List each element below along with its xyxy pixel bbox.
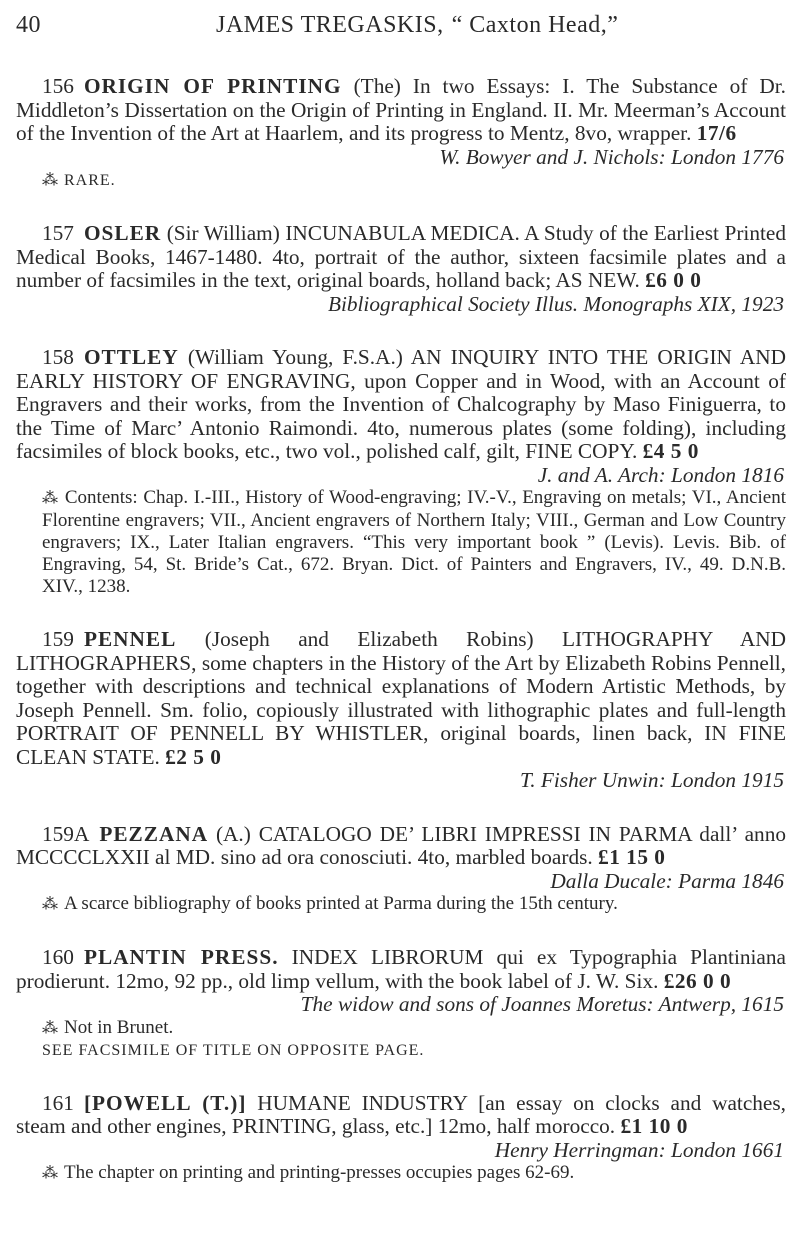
entry-price: 17/6 xyxy=(696,121,737,145)
asterism: ⁂ xyxy=(42,490,59,507)
entry-body: INDEX LIBRORUM qui ex Typographia Plantiniana prodierunt. 12mo, 92 pp., old limp vellum, with the book label of J. W. Six. xyxy=(16,945,786,993)
entry-number: 157 xyxy=(42,221,74,245)
entry-number: 158 xyxy=(42,345,74,369)
entry-note xyxy=(16,487,786,598)
catalogue-entry xyxy=(16,346,786,598)
catalogue-entry xyxy=(16,1092,786,1186)
entry-heading: PENNEL xyxy=(83,627,177,651)
entry-imprint: Bibliographical Society Illus. Monographs XIX, 1923 xyxy=(327,291,784,316)
entry-imprint: J. and A. Arch: London 1816 xyxy=(537,462,784,487)
entry-body: (A.) CATALOGO DE’ LIBRI IMPRESSI IN PARMA dall’ anno MCCCCLXXII al MD. sino ad ora conosciuti. 4to, marbled boards. xyxy=(16,821,787,869)
entry-number: 159A xyxy=(42,821,90,846)
entry-imprint: T. Fisher Unwin: London 1915 xyxy=(519,768,784,792)
entry-price: £6 0 0 xyxy=(645,268,702,292)
entry-imprint: The widow and sons of Joannes Moretus: Antwerp, 1615 xyxy=(300,992,784,1016)
entry-body: (Joseph and Elizabeth Robins) LITHOGRAPHY AND LITHOGRAPHERS, some chapters in the History of the Art by Elizabeth Robins Pennell, together with descriptions and technical explanations of Modern Artistic Methods, by Joseph Pennell. Sm. folio, copiously illustrated with lithographic plates and full-length PORTRAIT OF PENNELL BY WHISTLER, original boards, linen back, IN FINE CLEAN STATE. xyxy=(16,627,786,769)
entry-imprint: W. Bowyer and J. Nichols: London 1776 xyxy=(439,144,784,169)
entry-heading: PEZZANA xyxy=(99,821,209,846)
entry-price: £1 15 0 xyxy=(598,845,666,869)
entry-heading: OTTLEY xyxy=(83,345,179,369)
note-text: RARE. xyxy=(64,172,116,189)
catalogue-entry xyxy=(16,75,786,192)
running-subtitle: “ Caxton Head,” xyxy=(451,12,619,38)
entry-note xyxy=(16,169,786,192)
page-number: 40 xyxy=(16,12,41,38)
running-title: JAMES TREGASKIS, xyxy=(216,12,444,38)
entry-heading: OSLER xyxy=(83,221,162,245)
facsimile-note: SEE FACSIMILE OF TITLE ON OPPOSITE PAGE. xyxy=(42,1041,425,1059)
entry-price: £1 10 0 xyxy=(620,1114,688,1138)
entry-note xyxy=(16,1017,786,1040)
catalogue-entry xyxy=(16,823,786,917)
entry-price: £2 5 0 xyxy=(165,744,222,769)
entry-number: 161 xyxy=(42,1090,74,1115)
asterism: ⁂ xyxy=(42,1019,58,1037)
note-text: A scarce bibliography of books printed at Parma during the 15th century. xyxy=(64,893,618,914)
note-text: The chapter on printing and printing-presses occupies pages 62-69. xyxy=(64,1162,575,1183)
catalogue-entry xyxy=(16,628,786,793)
catalogue-entry xyxy=(16,222,786,316)
catalogue-entry xyxy=(16,946,786,1062)
note-text: Not in Brunet. xyxy=(64,1016,174,1038)
running-head xyxy=(16,12,786,48)
entry-number: 156 xyxy=(42,74,74,98)
entry-body: (Sir William) INCUNABULA MEDICA. A Study of the Earliest Printed Medical Books, 1467-1480. 4to, portrait of the author, sixteen facsimile plates and a number of facsimiles in the text, original boards, holland back; AS NEW. xyxy=(16,221,786,292)
entry-price: £26 0 0 xyxy=(663,968,732,993)
entry-heading: ORIGIN OF PRINTING xyxy=(83,74,342,98)
asterism: ⁂ xyxy=(42,172,58,189)
entry-body: HUMANE INDUSTRY [an essay on clocks and watches, steam and other engines, PRINTING, glass, etc.] 12mo, half morocco. xyxy=(16,1090,786,1138)
entry-price: £4 5 0 xyxy=(642,439,699,463)
entry-note xyxy=(16,1162,786,1185)
entry-heading: [POWELL (T.)] xyxy=(83,1090,247,1115)
entry-body: (The) In two Essays: I. The Substance of Dr. Middleton’s Dissertation on the Origin of Printing in England. II. Mr. Meerman’s Account of the Invention of the Art at Haarlem, and its progress to Mentz, 8vo, wrapper. xyxy=(16,74,786,145)
asterism: ⁂ xyxy=(42,1165,58,1182)
entry-imprint: Henry Herringman: London 1661 xyxy=(494,1137,784,1162)
entry-number: 159 xyxy=(42,627,74,651)
entry-note xyxy=(16,893,786,916)
entry-imprint: Dalla Ducale: Parma 1846 xyxy=(550,868,784,893)
entry-heading: PLANTIN PRESS. xyxy=(83,945,279,969)
entry-body: (William Young, F.S.A.) AN INQUIRY INTO THE ORIGIN AND EARLY HISTORY OF ENGRAVING, upon Copper and in Wood, with an Account of Engravers and their works, from the Invention of Chalcography by Maso Finiguerra, to the Time of Marc’ Antonio Raimondi. 4to, numerous plates (some folding), including facsimiles of block books, etc., two vol., polished calf, gilt, FINE COPY. xyxy=(16,345,786,463)
entry-number: 160 xyxy=(42,945,74,969)
note-text: Contents: Chap. I.-III., History of Wood-engraving; IV.-V., Engraving on metals; VI., Ancient Florentine engravers; VII., Ancient engravers of Northern Italy; VIII., German and Low Country engravers; IX., Later Italian engravers. “This very important book ” (Levis). Levis. Bib. of Engraving, 54, St. Bride’s Cat., 672. Bryan. Dict. of Painters and Engravers, IV., 49. D.N.B. XIV., 1238. xyxy=(42,487,787,597)
asterism: ⁂ xyxy=(42,896,58,913)
